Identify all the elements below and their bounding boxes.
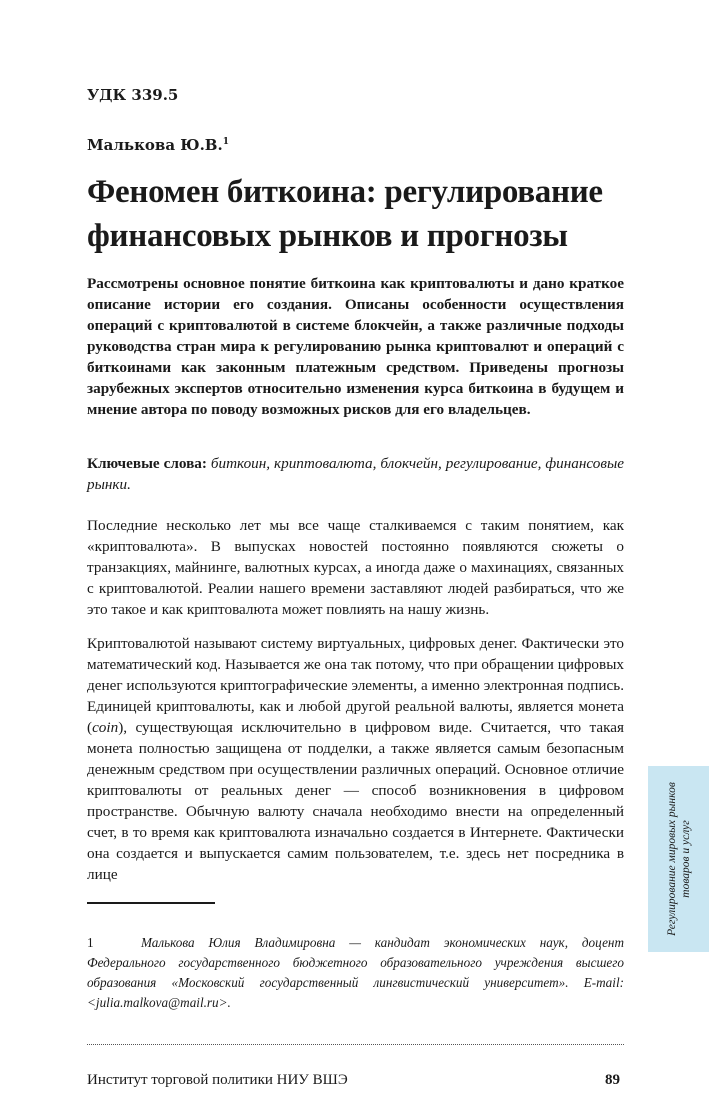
page-number: 89 xyxy=(605,1072,620,1088)
body-paragraph-2-end: ), существующая исключительно в цифровом виде. Считается, что такая монета полностью защищена от подделки, а также является самым безопасным денежным средством при осуществлении различных операций. Основное отличие криптовалюты от реальных денег — способ возникновения в цифровом пространстве. Обычную валюту сначала необходимо внести на определенный счет, в то время как криптовалюта изначально создается в Интернете. Фактически она создается и выпускается самим пользователем, т.е. здесь нет посредника в лице xyxy=(87,719,624,883)
article-title: Феномен биткоина: регулирование финансовых рынков и прогнозы xyxy=(87,174,603,254)
footnote-separator xyxy=(87,902,215,904)
footnote-text: Малькова Юлия Владимировна — кандидат экономических наук, доцент Федерального государственного бюджетного образовательного учреждения высшего образования «Московский государственный лингвистический университет». E-mail: <julia.malkova@mail.ru>. xyxy=(87,935,624,1010)
keywords-label: Ключевые слова: xyxy=(87,455,207,472)
body-paragraph-2-start: Криптовалютой называют систему виртуальных, цифровых денег. Фактически это математический код. Называется же она так потому, что при обращении цифровых денег используются криптографические элементы, а именно электронная подпись. Единицей криптовалюты, как и любой другой реальной валюты, является монета ( xyxy=(87,635,624,736)
abstract: Рассмотрены основное понятие биткоина как криптовалюты и дано краткое описание истории его создания. Описаны особенности осуществления операций с криптовалютой в системе блокчейн, а также различные подходы руководства стран мира к регулированию рынка криптовалют и операций с биткоинами как законным платежным средством. Приведены прогнозы зарубежных экспертов относительно изменения курса биткоина в будущем и мнение автора по поводу возможных рисков для его владельцев. xyxy=(87,275,624,418)
body-paragraph-1: Последние несколько лет мы все чаще сталкиваемся с таким понятием, как «криптовалюта». В выпусках новостей постоянно появляются сюжеты о транзакциях, майнинге, валютных курсах, а иногда даже о махинациях, связанных с криптовалютой. Реалии нашего времени заставляют людей разбираться, что же это такое и как криптовалюта может повлиять на нашу жизнь. xyxy=(87,517,624,618)
footnote-number: 1 xyxy=(87,935,94,950)
author-name-text: Малькова Ю.В. xyxy=(87,136,223,154)
author-name xyxy=(87,136,229,154)
author-footnote-mark[interactable]: 1 xyxy=(222,137,229,147)
footnote xyxy=(87,933,624,1013)
footer-divider xyxy=(87,1044,624,1045)
udk-code: УДК 339.5 xyxy=(87,86,179,104)
section-side-tab xyxy=(648,766,709,952)
keywords xyxy=(87,453,624,495)
body-paragraph-2 xyxy=(87,633,624,885)
section-side-tab-label: Регулирование мировых рынков товаров и услуг xyxy=(665,782,692,936)
keywords-values: биткоин, криптовалюта, блокчейн, регулирование, финансовые рынки. xyxy=(87,455,625,493)
publisher-name: Институт торговой политики НИУ ВШЭ xyxy=(87,1072,348,1088)
coin-term: coin xyxy=(92,719,119,736)
